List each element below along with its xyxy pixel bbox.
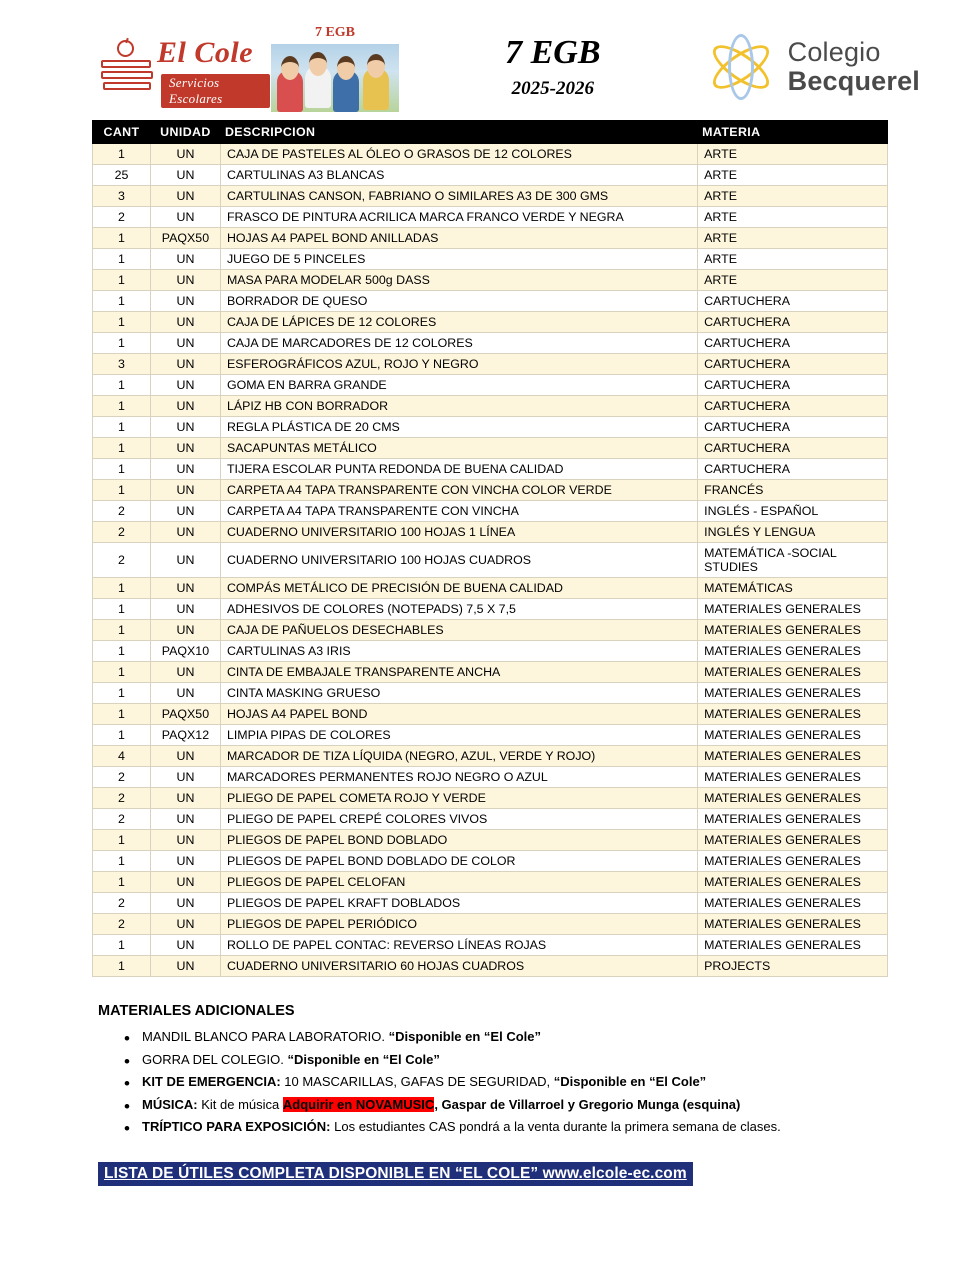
cell-cant: 1 <box>93 935 151 956</box>
supply-list-section <box>0 120 980 977</box>
cell-descripcion: CAJA DE LÁPICES DE 12 COLORES <box>220 312 697 333</box>
cell-materia: MATERIALES GENERALES <box>698 788 888 809</box>
item-text: Kit de música <box>197 1096 283 1112</box>
document-title-block <box>400 34 706 99</box>
table-row <box>93 480 888 501</box>
cell-unidad: UN <box>150 767 220 788</box>
item-text: MANDIL BLANCO PARA LABORATORIO. <box>142 1029 389 1044</box>
cell-descripcion: PLIEGOS DE PAPEL CELOFAN <box>220 872 697 893</box>
table-row <box>93 312 888 333</box>
cell-descripcion: CARTULINAS A3 BLANCAS <box>220 165 697 186</box>
cell-materia: CARTUCHERA <box>698 312 888 333</box>
cell-cant: 2 <box>93 893 151 914</box>
column-header-descripcion: DESCRIPCION <box>220 121 697 144</box>
table-row <box>93 501 888 522</box>
cell-cant: 1 <box>93 144 151 165</box>
cell-cant: 1 <box>93 683 151 704</box>
table-row <box>93 228 888 249</box>
becquerel-line-2: Becquerel <box>787 66 920 96</box>
item-text-bold: TRÍPTICO PARA EXPOSICIÓN: <box>142 1119 331 1135</box>
cell-unidad: UN <box>150 291 220 312</box>
cell-descripcion: ESFEROGRÁFICOS AZUL, ROJO Y NEGRO <box>220 354 697 375</box>
additional-material-item <box>124 1027 888 1048</box>
cell-unidad: UN <box>150 438 220 459</box>
table-row <box>93 704 888 725</box>
cell-unidad: UN <box>150 480 220 501</box>
cell-materia: ARTE <box>698 207 888 228</box>
cell-materia: FRANCÉS <box>698 480 888 501</box>
cell-descripcion: JUEGO DE 5 PINCELES <box>220 249 697 270</box>
table-row <box>93 291 888 312</box>
cell-cant: 1 <box>93 459 151 480</box>
item-text-highlight: Adquirir en NOVAMUSIC <box>282 1096 435 1112</box>
cell-descripcion: CAJA DE PASTELES AL ÓLEO O GRASOS DE 12 COLORES <box>220 144 697 165</box>
cell-unidad: UN <box>150 312 220 333</box>
cell-unidad: UN <box>150 459 220 480</box>
cell-cant: 3 <box>93 354 151 375</box>
table-row <box>93 683 888 704</box>
cell-cant: 2 <box>93 914 151 935</box>
column-header-cant: CANT <box>93 121 151 144</box>
table-row <box>93 872 888 893</box>
cell-unidad: UN <box>150 893 220 914</box>
table-row <box>93 186 888 207</box>
cell-materia: CARTUCHERA <box>698 459 888 480</box>
cell-materia: MATERIALES GENERALES <box>698 641 888 662</box>
photo-grade-badge: 7 EGB <box>271 22 399 44</box>
table-row <box>93 459 888 480</box>
students-photo <box>270 21 400 113</box>
cell-unidad: PAQX50 <box>150 228 220 249</box>
cell-cant: 1 <box>93 872 151 893</box>
cell-cant: 2 <box>93 501 151 522</box>
cell-cant: 4 <box>93 746 151 767</box>
brand-tagline: Servicios Escolares <box>161 74 270 108</box>
table-row <box>93 522 888 543</box>
item-text: GORRA DEL COLEGIO. <box>142 1051 288 1067</box>
cell-cant: 3 <box>93 186 151 207</box>
table-row <box>93 354 888 375</box>
cell-unidad: UN <box>150 333 220 354</box>
cell-materia: ARTE <box>698 165 888 186</box>
additional-materials-list <box>98 1027 888 1138</box>
cell-cant: 1 <box>93 851 151 872</box>
cell-cant: 1 <box>93 956 151 977</box>
table-row <box>93 543 888 578</box>
cell-unidad: UN <box>150 144 220 165</box>
cell-unidad: UN <box>150 375 220 396</box>
cell-cant: 2 <box>93 788 151 809</box>
table-row <box>93 851 888 872</box>
cell-cant: 1 <box>93 396 151 417</box>
cell-materia: MATERIALES GENERALES <box>698 809 888 830</box>
cell-cant: 1 <box>93 578 151 599</box>
cell-unidad: UN <box>150 956 220 977</box>
cell-descripcion: PLIEGO DE PAPEL CREPÉ COLORES VIVOS <box>220 809 697 830</box>
table-row <box>93 333 888 354</box>
item-text: 10 MASCARILLAS, GAFAS DE SEGURIDAD, <box>280 1074 554 1090</box>
item-text-bold: “Disponible en “El Cole” <box>553 1074 707 1090</box>
cell-materia: CARTUCHERA <box>698 396 888 417</box>
cell-unidad: UN <box>150 207 220 228</box>
footer-text[interactable]: LISTA DE ÚTILES COMPLETA DISPONIBLE EN “EL COLE” www.elcole-ec.com <box>104 1164 687 1182</box>
cell-descripcion: COMPÁS METÁLICO DE PRECISIÓN DE BUENA CALIDAD <box>220 578 697 599</box>
cell-materia: MATERIALES GENERALES <box>698 851 888 872</box>
table-row <box>93 417 888 438</box>
cell-cant: 1 <box>93 291 151 312</box>
cell-descripcion: CARTULINAS A3 IRIS <box>220 641 697 662</box>
cell-unidad: UN <box>150 746 220 767</box>
cell-unidad: UN <box>150 935 220 956</box>
cell-cant: 1 <box>93 725 151 746</box>
item-text: Los estudiantes CAS pondrá a la venta durante la primera semana de clases. <box>330 1119 781 1135</box>
cell-unidad: UN <box>150 809 220 830</box>
book-icon <box>101 71 153 79</box>
cell-descripcion: PLIEGOS DE PAPEL BOND DOBLADO <box>220 830 697 851</box>
additional-material-item <box>124 1050 888 1071</box>
cell-materia: MATERIALES GENERALES <box>698 683 888 704</box>
logo-colegio-becquerel <box>706 32 920 102</box>
cell-materia: INGLÉS Y LENGUA <box>698 522 888 543</box>
item-text-bold: MÚSICA: <box>142 1096 198 1112</box>
cell-unidad: PAQX12 <box>150 725 220 746</box>
cell-materia: ARTE <box>698 186 888 207</box>
cell-materia: CARTUCHERA <box>698 333 888 354</box>
cell-descripcion: CARTULINAS CANSON, FABRIANO O SIMILARES A3 DE 300 GMS <box>220 186 697 207</box>
column-header-unidad: UNIDAD <box>150 121 220 144</box>
becquerel-line-1: Colegio <box>787 36 881 67</box>
cell-descripcion: LÁPIZ HB CON BORRADOR <box>220 396 697 417</box>
cell-cant: 1 <box>93 312 151 333</box>
cell-descripcion: HOJAS A4 PAPEL BOND <box>220 704 697 725</box>
cell-descripcion: CAJA DE PAÑUELOS DESECHABLES <box>220 620 697 641</box>
cell-materia: ARTE <box>698 249 888 270</box>
cell-unidad: UN <box>150 914 220 935</box>
cell-cant: 1 <box>93 249 151 270</box>
page-title: 7 EGB <box>505 34 601 72</box>
cell-cant: 2 <box>93 522 151 543</box>
cell-materia: CARTUCHERA <box>698 417 888 438</box>
cell-unidad: UN <box>150 578 220 599</box>
cell-materia: ARTE <box>698 144 888 165</box>
cell-descripcion: ADHESIVOS DE COLORES (NOTEPADS) 7,5 X 7,5 <box>220 599 697 620</box>
cell-descripcion: PLIEGOS DE PAPEL KRAFT DOBLADOS <box>220 893 697 914</box>
cell-materia: CARTUCHERA <box>698 291 888 312</box>
additional-material-item <box>124 1072 888 1093</box>
cell-materia: ARTE <box>698 270 888 291</box>
cell-materia: MATERIALES GENERALES <box>698 704 888 725</box>
table-row <box>93 144 888 165</box>
cell-descripcion: LIMPIA PIPAS DE COLORES <box>220 725 697 746</box>
additional-materials-section <box>0 977 980 1138</box>
cell-unidad: UN <box>150 788 220 809</box>
cell-descripcion: PLIEGOS DE PAPEL BOND DOBLADO DE COLOR <box>220 851 697 872</box>
becquerel-wordmark <box>788 38 920 96</box>
cell-cant: 2 <box>93 767 151 788</box>
cell-descripcion: CARPETA A4 TAPA TRANSPARENTE CON VINCHA COLOR VERDE <box>220 480 697 501</box>
cell-cant: 1 <box>93 375 151 396</box>
cell-unidad: UN <box>150 354 220 375</box>
item-text-bold: “Disponible en “El Cole” <box>388 1029 542 1044</box>
student-figure <box>363 68 389 110</box>
table-row <box>93 249 888 270</box>
cell-unidad: UN <box>150 830 220 851</box>
cell-descripcion: CINTA MASKING GRUESO <box>220 683 697 704</box>
table-body <box>93 144 888 977</box>
cell-materia: MATERIALES GENERALES <box>698 662 888 683</box>
cell-cant: 25 <box>93 165 151 186</box>
table-row <box>93 641 888 662</box>
table-row <box>93 165 888 186</box>
cell-unidad: UN <box>150 620 220 641</box>
cell-cant: 1 <box>93 438 151 459</box>
table-row <box>93 207 888 228</box>
table-row <box>93 599 888 620</box>
cell-descripcion: CUADERNO UNIVERSITARIO 100 HOJAS 1 LÍNEA <box>220 522 697 543</box>
table-row <box>93 438 888 459</box>
cell-materia: MATERIALES GENERALES <box>698 620 888 641</box>
cell-descripcion: CAJA DE MARCADORES DE 12 COLORES <box>220 333 697 354</box>
cell-unidad: PAQX50 <box>150 704 220 725</box>
cell-materia: MATERIALES GENERALES <box>698 746 888 767</box>
cell-unidad: UN <box>150 851 220 872</box>
brand-name: El Cole <box>157 36 254 69</box>
cell-cant: 1 <box>93 417 151 438</box>
cell-descripcion: CUADERNO UNIVERSITARIO 60 HOJAS CUADROS <box>220 956 697 977</box>
cell-cant: 1 <box>93 333 151 354</box>
cell-unidad: PAQX10 <box>150 641 220 662</box>
table-row <box>93 893 888 914</box>
table-row <box>93 396 888 417</box>
cell-descripcion: GOMA EN BARRA GRANDE <box>220 375 697 396</box>
cell-cant: 1 <box>93 480 151 501</box>
books-icon <box>101 38 153 96</box>
cell-descripcion: ROLLO DE PAPEL CONTAC: REVERSO LÍNEAS ROJAS <box>220 935 697 956</box>
cell-materia: MATEMÁTICA -SOCIAL STUDIES <box>698 543 888 578</box>
cell-materia: INGLÉS - ESPAÑOL <box>698 501 888 522</box>
cell-cant: 2 <box>93 543 151 578</box>
table-row <box>93 578 888 599</box>
student-figure <box>277 70 303 112</box>
footer-row <box>0 1140 980 1186</box>
cell-cant: 2 <box>93 809 151 830</box>
table-row <box>93 746 888 767</box>
table-row <box>93 830 888 851</box>
logo-el-cole <box>95 22 270 112</box>
cell-materia: CARTUCHERA <box>698 354 888 375</box>
cell-materia: MATERIALES GENERALES <box>698 893 888 914</box>
cell-materia: MATEMÁTICAS <box>698 578 888 599</box>
cell-descripcion: CARPETA A4 TAPA TRANSPARENTE CON VINCHA <box>220 501 697 522</box>
cell-descripcion: HOJAS A4 PAPEL BOND ANILLADAS <box>220 228 697 249</box>
table-header-row <box>93 121 888 144</box>
cell-unidad: UN <box>150 501 220 522</box>
additional-material-item <box>124 1117 888 1138</box>
item-text-bold: “Disponible en “El Cole” <box>287 1051 440 1067</box>
cell-descripcion: FRASCO DE PINTURA ACRILICA MARCA FRANCO VERDE Y NEGRA <box>220 207 697 228</box>
cell-descripcion: SACAPUNTAS METÁLICO <box>220 438 697 459</box>
table-row <box>93 725 888 746</box>
cell-materia: PROJECTS <box>698 956 888 977</box>
footer-banner <box>98 1162 693 1186</box>
cell-descripcion: CUADERNO UNIVERSITARIO 100 HOJAS CUADROS <box>220 543 697 578</box>
additional-material-item <box>124 1095 888 1116</box>
table-row <box>93 935 888 956</box>
table-row <box>93 270 888 291</box>
cell-materia: MATERIALES GENERALES <box>698 872 888 893</box>
cell-unidad: UN <box>150 270 220 291</box>
book-icon <box>101 60 151 68</box>
cell-materia: CARTUCHERA <box>698 375 888 396</box>
cell-descripcion: PLIEGO DE PAPEL COMETA ROJO Y VERDE <box>220 788 697 809</box>
cell-materia: MATERIALES GENERALES <box>698 914 888 935</box>
book-icon <box>103 82 151 90</box>
student-figure <box>305 66 331 108</box>
cell-cant: 1 <box>93 704 151 725</box>
cell-unidad: UN <box>150 396 220 417</box>
table-row <box>93 620 888 641</box>
cell-cant: 1 <box>93 228 151 249</box>
cell-cant: 1 <box>93 641 151 662</box>
atom-icon <box>706 32 776 102</box>
table-row <box>93 375 888 396</box>
cell-unidad: UN <box>150 186 220 207</box>
cell-descripcion: MASA PARA MODELAR 500g DASS <box>220 270 697 291</box>
cell-unidad: UN <box>150 249 220 270</box>
cell-descripcion: CINTA DE EMBAJALE TRANSPARENTE ANCHA <box>220 662 697 683</box>
apple-icon <box>117 40 134 57</box>
cell-descripcion: REGLA PLÁSTICA DE 20 CMS <box>220 417 697 438</box>
cell-unidad: UN <box>150 165 220 186</box>
table-row <box>93 662 888 683</box>
table-row <box>93 809 888 830</box>
cell-materia: ARTE <box>698 228 888 249</box>
item-text-bold: , Gaspar de Villarroel y Gregorio Munga (esquina) <box>434 1096 741 1112</box>
cell-unidad: UN <box>150 599 220 620</box>
cell-cant: 2 <box>93 207 151 228</box>
cell-materia: MATERIALES GENERALES <box>698 725 888 746</box>
cell-unidad: UN <box>150 522 220 543</box>
additional-materials-title: MATERIALES ADICIONALES <box>98 1003 295 1019</box>
cell-materia: MATERIALES GENERALES <box>698 599 888 620</box>
cell-cant: 1 <box>93 599 151 620</box>
cell-materia: MATERIALES GENERALES <box>698 767 888 788</box>
cell-descripcion: BORRADOR DE QUESO <box>220 291 697 312</box>
cell-unidad: UN <box>150 872 220 893</box>
table-row <box>93 767 888 788</box>
supply-list-table <box>92 120 888 977</box>
table-row <box>93 956 888 977</box>
cell-unidad: UN <box>150 417 220 438</box>
cell-unidad: UN <box>150 662 220 683</box>
cell-cant: 1 <box>93 830 151 851</box>
cell-materia: CARTUCHERA <box>698 438 888 459</box>
cell-descripcion: MARCADOR DE TIZA LÍQUIDA (NEGRO, AZUL, VERDE Y ROJO) <box>220 746 697 767</box>
cell-descripcion: TIJERA ESCOLAR PUNTA REDONDA DE BUENA CALIDAD <box>220 459 697 480</box>
document-header <box>0 0 980 120</box>
student-figure <box>333 70 359 112</box>
table-row <box>93 788 888 809</box>
school-year: 2025-2026 <box>511 77 594 99</box>
cell-unidad: UN <box>150 543 220 578</box>
column-header-materia: MATERIA <box>698 121 888 144</box>
cell-materia: MATERIALES GENERALES <box>698 830 888 851</box>
item-text-bold: KIT DE EMERGENCIA: <box>142 1074 281 1090</box>
cell-unidad: UN <box>150 683 220 704</box>
cell-cant: 1 <box>93 270 151 291</box>
cell-descripcion: MARCADORES PERMANENTES ROJO NEGRO O AZUL <box>220 767 697 788</box>
cell-materia: MATERIALES GENERALES <box>698 935 888 956</box>
cell-cant: 1 <box>93 620 151 641</box>
cell-cant: 1 <box>93 662 151 683</box>
table-row <box>93 914 888 935</box>
cell-descripcion: PLIEGOS DE PAPEL PERIÓDICO <box>220 914 697 935</box>
